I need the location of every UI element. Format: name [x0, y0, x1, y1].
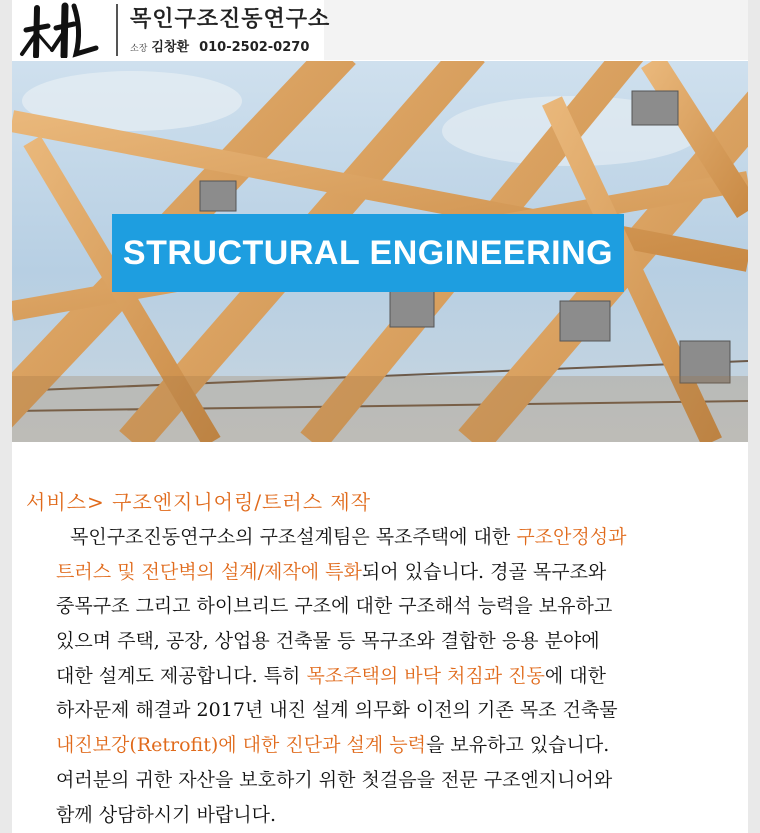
paragraph-line: [56, 659, 736, 694]
body-text: 중목구조 그리고 하이브리드 구조에 대한 구조해석 능력을 보유하고: [56, 595, 613, 618]
header: [12, 0, 748, 60]
body-text: 을 보유하고 있습니다.: [425, 734, 610, 757]
paragraph-line: [56, 763, 736, 798]
section-title: 서비스> 구조엔지니어링/트러스 제작: [26, 490, 372, 514]
highlighted-text: 내진보강(Retrofit)에 대한 진단과 설계 능력: [56, 734, 426, 757]
body-text: 목인구조진동연구소의 구조설계팀은 목조주택에 대한: [70, 526, 517, 548]
structural-engineering-banner: [112, 214, 624, 292]
page: [12, 0, 748, 833]
highlighted-text: 트러스 및 전단벽의 설계/제작에 특화: [56, 560, 362, 583]
logo-brush-icon: [12, 0, 110, 58]
highlighted-text: 목조주택의 바닥 처짐과 진동: [306, 664, 545, 687]
body-text: 함께 상담하시기 바랍니다.: [56, 803, 277, 826]
company-logo[interactable]: [12, 0, 110, 58]
body-text: 하자문제 해결과 2017년 내진 설계 의무화 이전의 기존 목조 건축물: [56, 699, 618, 722]
company-name: 목인구조진동연구소: [130, 7, 331, 32]
paragraph-line: [56, 624, 736, 659]
header-background: [324, 0, 748, 60]
highlighted-text: 구조안정성과: [516, 526, 627, 548]
paragraph-line: [56, 589, 736, 624]
person-name: 김창환: [151, 40, 190, 55]
body-text: 여러분의 귀한 자산을 보호하기 위한 첫걸음을 전문 구조엔지니어와: [56, 768, 613, 791]
paragraph-line: [56, 693, 736, 728]
body-text: 되어 있습니다. 경골 목구조와: [361, 560, 607, 583]
phone-number[interactable]: 010-2502-0270: [199, 40, 310, 55]
paragraph-line: [56, 520, 736, 555]
body-text: 대한 설계도 제공합니다. 특히: [56, 664, 307, 687]
title-label: 소장: [130, 44, 148, 54]
service-description: [56, 520, 736, 832]
paragraph-line: [56, 728, 736, 763]
contact-info: [130, 36, 309, 55]
header-divider: [116, 4, 118, 56]
body-text: 있으며 주택, 공장, 상업용 건축물 등 목구조와 결합한 응용 분야에: [56, 630, 600, 653]
paragraph-line: [56, 555, 736, 590]
paragraph-line: [56, 798, 736, 833]
body-text: 에 대한: [544, 664, 606, 687]
hero-image: [12, 61, 748, 442]
banner-text: STRUCTURAL ENGINEERING: [122, 233, 614, 272]
